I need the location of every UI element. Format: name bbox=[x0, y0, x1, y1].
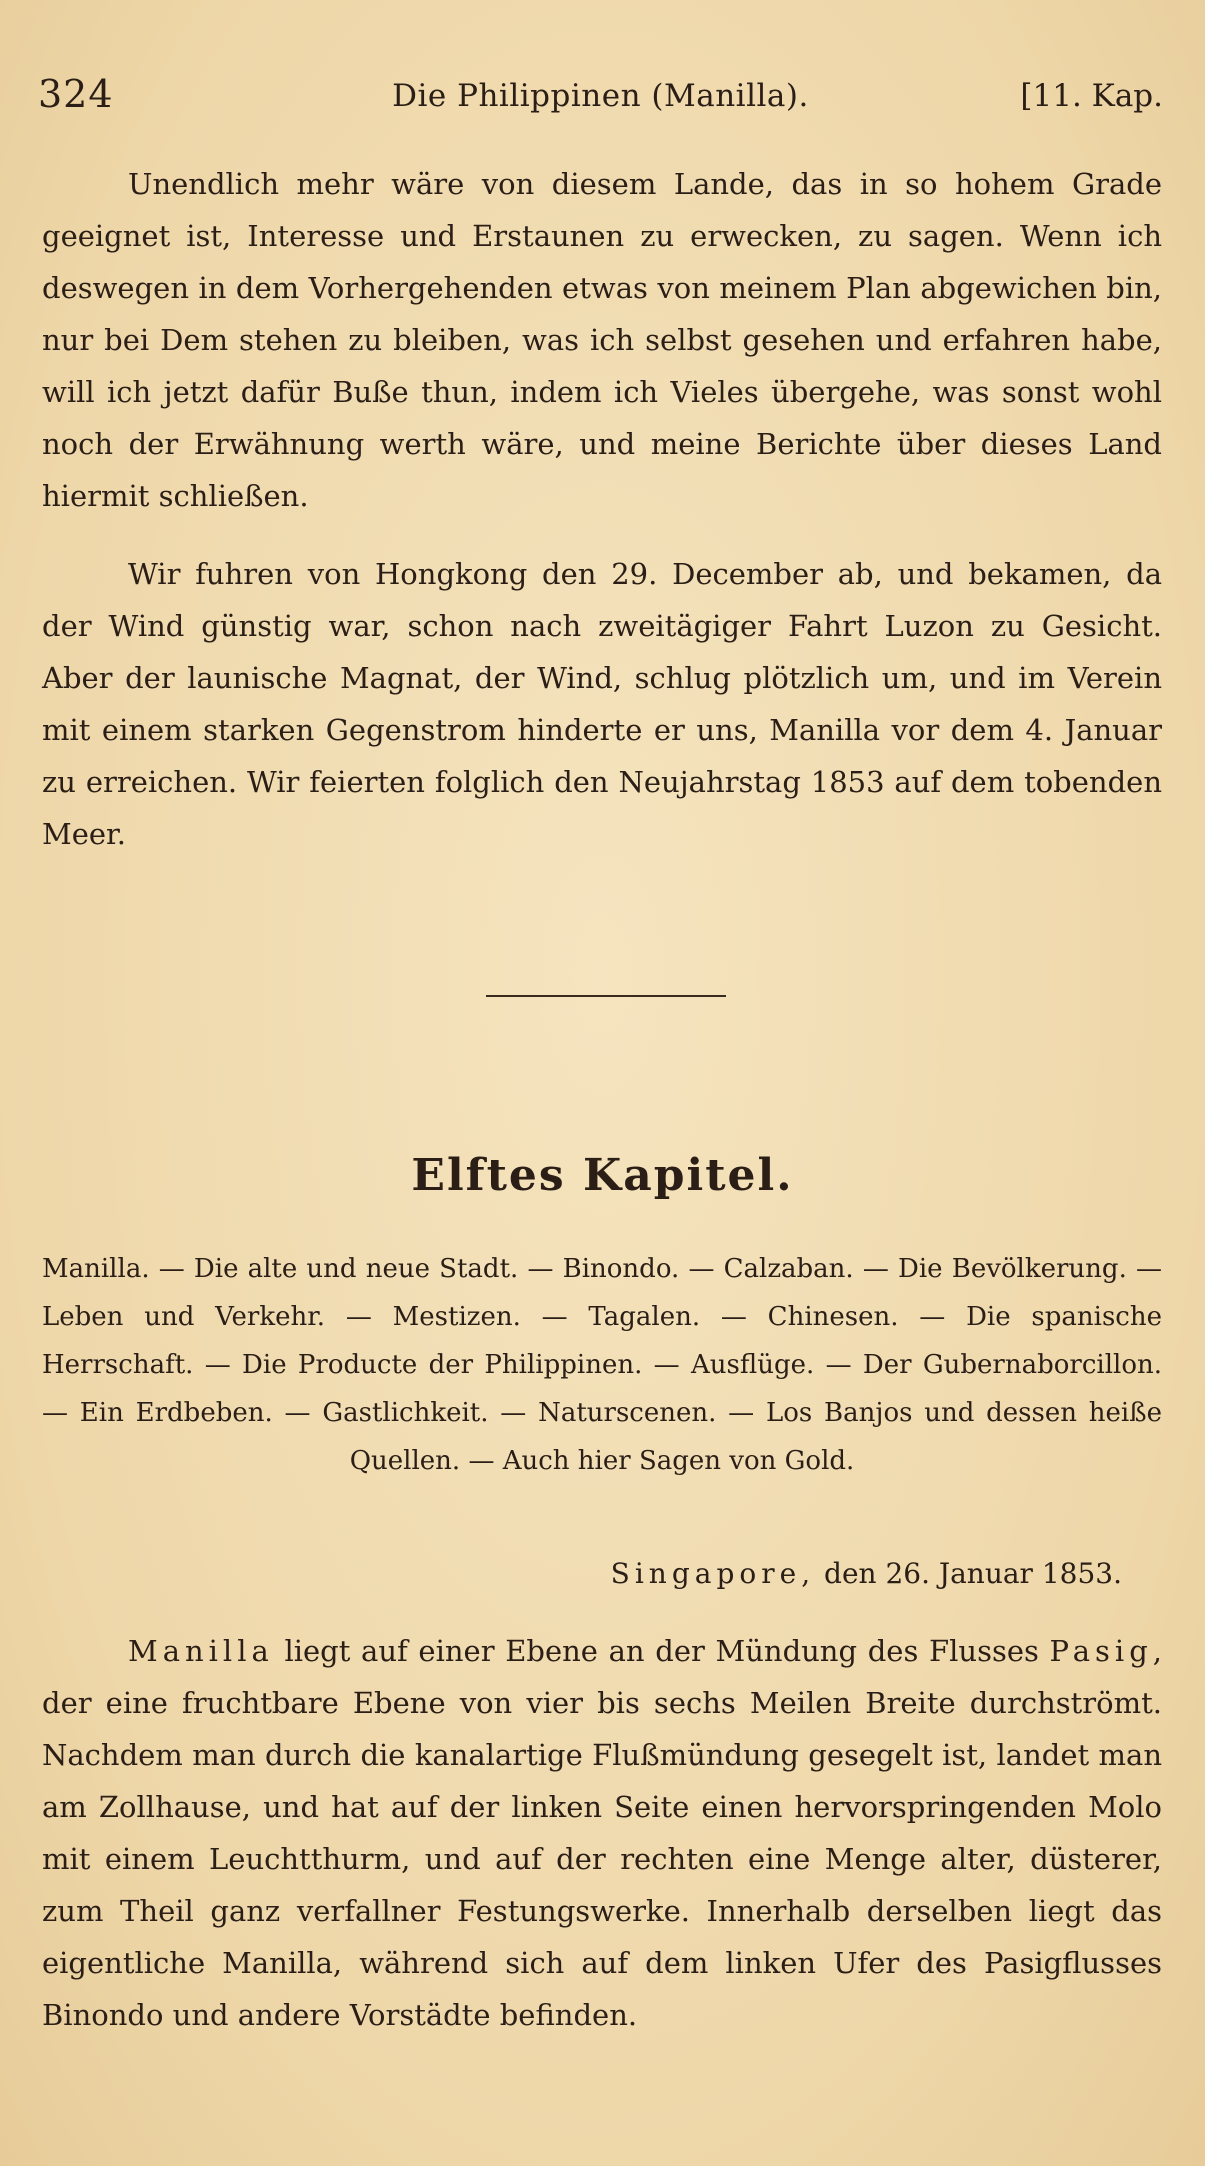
spaced-word-pasig: Pasig bbox=[1049, 1634, 1153, 1668]
dateline-place: Singapore, bbox=[610, 1557, 816, 1590]
text-run: , der eine fruchtbare Ebene von vier bis sechs Meilen Breite durchströmt. Nachdem man durch die kanalartige Flußmündung gesegelt ist, landet man am Zollhause, und hat auf der linken Seite einen hervorspringenden Molo mit einem Leuchtthurm, und auf der rechten eine Menge alter, düsterer, zum Theil ganz verfallner Festungswerke. Innerhalb derselben liegt das eigentliche Manilla, während sich auf dem linken Ufer des Pasigflusses Binondo und andere Vorstädte befinden. bbox=[42, 1634, 1162, 2032]
paragraph-2 bbox=[42, 548, 1162, 860]
paragraph-text: Unendlich mehr wäre von diesem Lande, das in so hohem Grade geeignet ist, Interesse und Erstaunen zu erwecken, zu sagen. Wenn ich deswegen in dem Vorhergehenden etwas von meinem Plan abgewichen bin, nur bei Dem stehen zu bleiben, was ich selbst gesehen und erfahren habe, will ich jetzt dafür Buße thun, indem ich Vieles übergehe, was sonst wohl noch der Erwähnung werth wäre, und meine Berichte über dieses Land hiermit schließen. bbox=[42, 167, 1162, 513]
paragraph-1 bbox=[42, 158, 1162, 522]
chapter-summary bbox=[42, 1245, 1162, 1485]
section-divider bbox=[486, 995, 726, 997]
page-number: 324 bbox=[38, 72, 114, 116]
chapter-reference: [11. Kap. bbox=[1020, 78, 1163, 114]
dateline-date: den 26. Januar 1853. bbox=[824, 1557, 1122, 1590]
text-run: liegt auf einer Ebene an der Mündung des Flusses bbox=[273, 1634, 1050, 1668]
spaced-word-manilla: Manilla bbox=[128, 1634, 274, 1668]
paragraph-3 bbox=[42, 1625, 1162, 2041]
chapter-title: Elftes Kapitel. bbox=[411, 1150, 794, 1201]
page-header bbox=[38, 72, 1163, 132]
chapter-summary-text: Manilla. — Die alte und neue Stadt. — Binondo. — Calzaban. — Die Bevölkerung. — Leben und Verkehr. — Mestizen. — Tagalen. — Chinesen. — Die spanische Herrschaft. — Die Producte der Philippinen. — Ausflüge. — Der Gubernaborcillon. — Ein Erdbeben. — Gastlichkeit. — Naturscenen. — Los Banjos und dessen heiße Quellen. — Auch hier Sagen von Gold. bbox=[42, 1254, 1162, 1476]
paragraph-text bbox=[42, 1625, 1162, 2041]
dateline bbox=[42, 1557, 1122, 1590]
paragraph-text: Wir fuhren von Hongkong den 29. December ab, und bekamen, da der Wind günstig war, schon nach zweitägiger Fahrt Luzon zu Gesicht. Aber der launische Magnat, der Wind, schlug plötzlich um, und im Verein mit einem starken Gegenstrom hinderte er uns, Manilla vor dem 4. Januar zu erreichen. Wir feierten folglich den Neujahrstag 1853 auf dem tobenden Meer. bbox=[42, 557, 1162, 851]
running-title: Die Philippinen (Manilla). bbox=[392, 78, 809, 114]
